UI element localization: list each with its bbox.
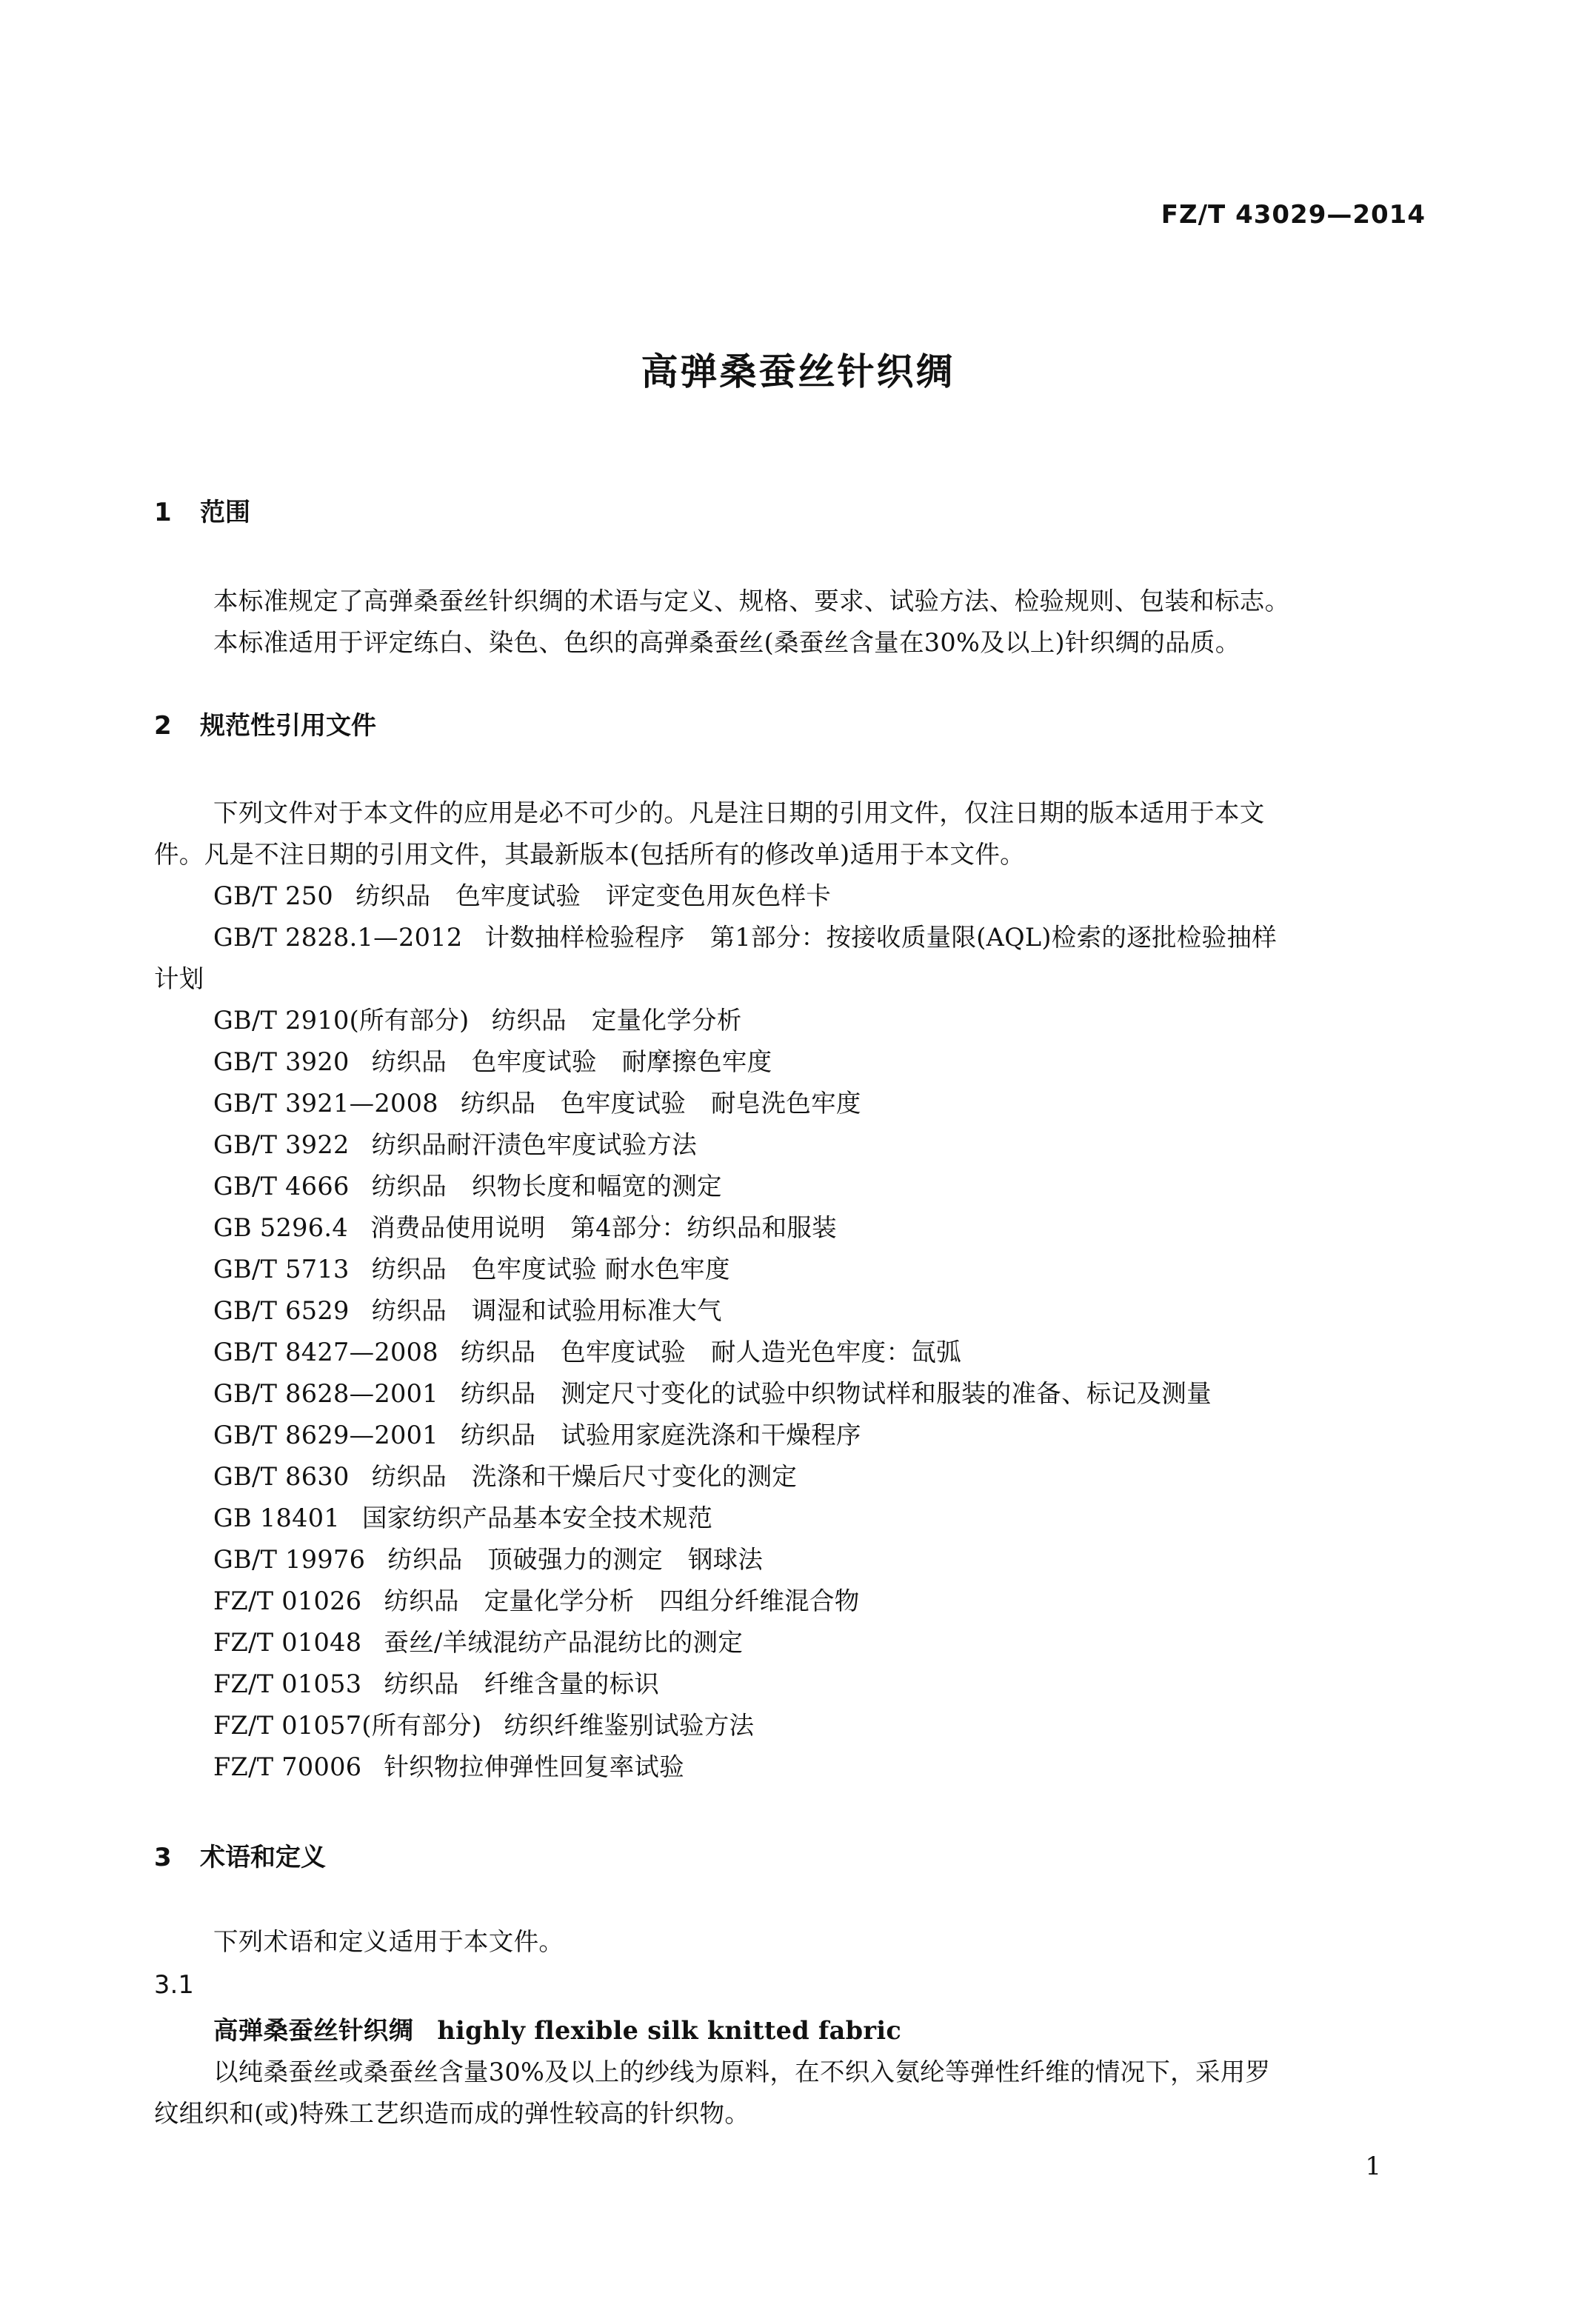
reference-code: GB/T 8427—2008: [213, 1338, 438, 1366]
reference-item: [213, 1461, 797, 1493]
reference-code: GB/T 3921—2008: [213, 1089, 438, 1118]
reference-code: GB/T 5713: [213, 1255, 350, 1284]
subclause-number: 3.1: [154, 1970, 195, 1999]
reference-item: [213, 1751, 684, 1783]
reference-code: GB/T 8628—2001: [213, 1379, 438, 1408]
section-number: 2: [154, 711, 172, 741]
reference-title: 纺织品 调湿和试验用标准大气: [371, 1296, 722, 1325]
standard-code: FZ/T 43029—2014: [1161, 200, 1426, 230]
reference-item: [213, 880, 831, 912]
reference-code: GB 5296.4: [213, 1213, 348, 1242]
reference-title: 纺织品 试验用家庭洗涤和干燥程序: [460, 1421, 861, 1449]
reference-item: [213, 921, 1277, 954]
reference-title: 纺织品 顶破强力的测定 钢球法: [387, 1545, 764, 1574]
section-number: 3: [154, 1843, 172, 1872]
reference-item: [213, 1129, 697, 1161]
reference-item: [213, 1087, 861, 1120]
reference-title: 纺织品 色牢度试验 耐摩擦色牢度: [371, 1047, 772, 1076]
term-english: highly flexible silk knitted fabric: [437, 2016, 902, 2045]
term-chinese: 高弹桑蚕丝针织绸: [213, 2016, 414, 2045]
reference-item: [213, 1709, 754, 1742]
reference-item: [213, 1336, 961, 1369]
reference-code: GB/T 19976: [213, 1545, 366, 1574]
reference-title: 纺织品 纤维含量的标识: [384, 1669, 660, 1698]
reference-title: 纺织品 定量化学分析: [491, 1006, 742, 1035]
terms-intro: 下列术语和定义适用于本文件。: [213, 1927, 564, 1956]
references-intro-line-2: 件。凡是不注日期的引用文件，其最新版本(包括所有的修改单)适用于本文件。: [154, 840, 1025, 869]
reference-title: 消费品使用说明 第4部分：纺织品和服装: [370, 1213, 837, 1242]
reference-code: GB/T 4666: [213, 1172, 350, 1201]
section-title: 范围: [200, 498, 250, 527]
reference-item: [213, 1212, 837, 1244]
document-title: 高弹桑蚕丝针织绸: [641, 350, 955, 393]
section-number: 1: [154, 498, 172, 527]
reference-item: [213, 1253, 730, 1286]
reference-title: 蚕丝/羊绒混纺产品混纺比的测定: [384, 1628, 744, 1657]
reference-title: 纺织品 织物长度和幅宽的测定: [371, 1172, 722, 1201]
reference-title: 针织物拉伸弹性回复率试验: [384, 1752, 684, 1781]
reference-title: 计数抽样检验程序 第1部分：按接收质量限(AQL)检索的逐批检验抽样: [484, 923, 1277, 952]
section-1-heading: [154, 498, 250, 527]
reference-code: GB/T 6529: [213, 1296, 350, 1325]
reference-item: [213, 1046, 772, 1078]
reference-title: 纺织品 定量化学分析 四组分纤维混合物: [384, 1586, 860, 1615]
page-number: 1: [1365, 2152, 1381, 2181]
scope-paragraph-1: 本标准规定了高弹桑蚕丝针织绸的术语与定义、规格、要求、试验方法、检验规则、包装和标志。: [213, 587, 1290, 615]
reference-code: GB/T 3922: [213, 1130, 350, 1159]
reference-code: FZ/T 01057(所有部分): [213, 1711, 482, 1740]
reference-code: GB/T 8629—2001: [213, 1421, 438, 1449]
reference-item: [213, 1170, 722, 1203]
reference-item: [213, 1295, 722, 1327]
reference-title: 纺织品 色牢度试验 评定变色用灰色样卡: [355, 881, 832, 910]
section-3-heading: [154, 1843, 326, 1872]
reference-item: [213, 1626, 743, 1659]
reference-title: 纺织品耐汗渍色牢度试验方法: [371, 1130, 698, 1159]
section-2-heading: [154, 711, 376, 741]
term-definition-line-1: 以纯桑蚕丝或桑蚕丝含量30%及以上的纱线为原料，在不织入氨纶等弹性纤维的情况下，采用罗: [213, 2058, 1271, 2086]
scope-paragraph-2: 本标准适用于评定练白、染色、色织的高弹桑蚕丝(桑蚕丝含量在30%及以上)针织绸的品质。: [213, 628, 1241, 657]
reference-code: FZ/T 01048: [213, 1628, 362, 1657]
reference-continuation: 计划: [154, 964, 204, 993]
reference-code: FZ/T 01026: [213, 1586, 362, 1615]
section-title: 术语和定义: [200, 1843, 326, 1872]
reference-title: 纺织纤维鉴别试验方法: [504, 1711, 755, 1740]
reference-code: GB/T 2828.1—2012: [213, 923, 463, 952]
reference-title: 纺织品 色牢度试验 耐皂洗色牢度: [460, 1089, 861, 1118]
reference-item: [213, 1419, 861, 1452]
reference-title: 国家纺织产品基本安全技术规范: [362, 1504, 713, 1532]
reference-item: [213, 1378, 1212, 1410]
reference-code: FZ/T 70006: [213, 1752, 362, 1781]
reference-item: [213, 1668, 659, 1701]
reference-code: GB/T 8630: [213, 1462, 350, 1491]
term-entry: [213, 2015, 901, 2047]
term-definition-line-2: 纹组织和(或)特殊工艺织造而成的弹性较高的针织物。: [154, 2099, 750, 2128]
references-intro-line-1: 下列文件对于本文件的应用是必不可少的。凡是注日期的引用文件，仅注日期的版本适用于本文: [213, 798, 1265, 827]
reference-item: [213, 1585, 860, 1618]
reference-title: 纺织品 洗涤和干燥后尺寸变化的测定: [371, 1462, 798, 1491]
reference-item: [213, 1544, 763, 1576]
reference-title: 纺织品 测定尺寸变化的试验中织物试样和服装的准备、标记及测量: [460, 1379, 1212, 1408]
section-title: 规范性引用文件: [200, 711, 376, 741]
reference-item: [213, 1502, 712, 1535]
reference-code: FZ/T 01053: [213, 1669, 362, 1698]
reference-title: 纺织品 色牢度试验 耐水色牢度: [371, 1255, 730, 1284]
reference-title: 纺织品 色牢度试验 耐人造光色牢度：氙弧: [460, 1338, 961, 1366]
reference-item: [213, 1004, 742, 1037]
reference-code: GB/T 250: [213, 881, 333, 910]
reference-code: GB/T 3920: [213, 1047, 350, 1076]
reference-code: GB 18401: [213, 1504, 340, 1532]
reference-code: GB/T 2910(所有部分): [213, 1006, 470, 1035]
